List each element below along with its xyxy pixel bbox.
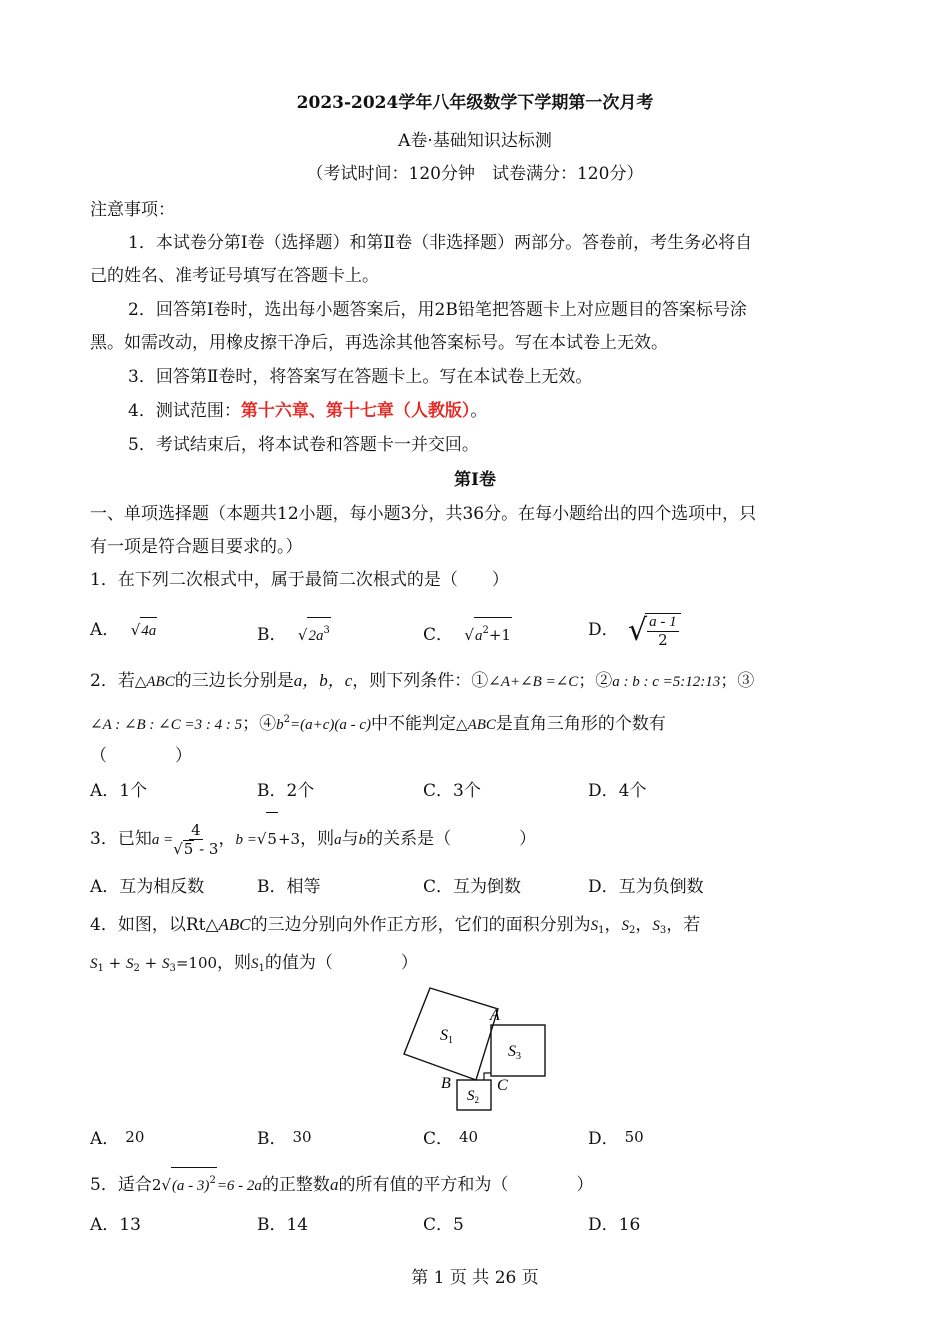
option-label: C． (423, 1129, 454, 1149)
q5-var: a (329, 1175, 339, 1194)
q2-text: 2．若 (90, 671, 135, 691)
q4-s-sub: 3 (659, 925, 667, 936)
q2-condition-2: a : b : c =5:12:13 (612, 674, 721, 690)
q2-condition-3: ∠A : ∠B : ∠C =3 : 4 : 5 (90, 717, 243, 733)
q2-vars: a，b，c (293, 671, 353, 690)
q1-c-exp: 2 (482, 625, 489, 636)
option-label: B． (257, 625, 287, 645)
q2-option-c: C．3个 (423, 781, 481, 801)
q5-option-b: B．14 (257, 1215, 309, 1235)
q2-option-d: D．4个 (588, 781, 647, 801)
note-2-line-1: 2．回答第Ⅰ卷时，选出每小题答案后，用2B铅笔把答题卡上对应题目的答案标号涂 (128, 300, 747, 320)
note-3: 3．回答第Ⅱ卷时，将答案写在答题卡上。写在本试卷上无效。 (128, 367, 593, 387)
note-4 (128, 398, 487, 424)
q2-text: 是直角三角形的个数有 (495, 714, 666, 734)
page-title: 2023-2024学年八年级数学下学期第一次月考 (296, 93, 654, 113)
q5-rhs: =6 - 2a (216, 1178, 262, 1194)
q4-option-a (90, 1124, 144, 1152)
option-label: D． (588, 620, 619, 640)
label-s3: S3 (508, 1043, 521, 1062)
q5-text: 5．适合 (90, 1175, 152, 1195)
q3-b-lhs: b = (235, 832, 257, 848)
q2-option-b: B．2个 (257, 781, 315, 801)
label-s2: $S_2$ (467, 1088, 479, 1105)
exam-info: （考试时间：120分钟 试卷满分：120分） (306, 164, 644, 184)
q4-s: S (590, 918, 599, 934)
q2-text: 中不能判定 (371, 714, 457, 734)
q1-option-d: D． √ $\frac{a - 1}{2}$ (588, 602, 681, 659)
q3-text: 3．已知 (90, 829, 152, 849)
q1-option-a: A． √4a (90, 617, 157, 644)
q4-text: ， (604, 915, 622, 935)
q4-line-1 (90, 912, 700, 944)
q5-option-a: A．13 (90, 1215, 141, 1235)
q5-radicand: (a - 3) (171, 1178, 210, 1194)
q4-a-value: 20 (125, 1128, 145, 1146)
q5-option-d: D．16 (588, 1215, 641, 1235)
q3-text: ， (218, 829, 236, 849)
q5-option-c: C．5 (423, 1215, 464, 1235)
q4-d-value: 50 (624, 1128, 644, 1146)
q1-d-denominator: 2 (658, 630, 668, 649)
q4-s: S (125, 956, 134, 972)
q2-condition-4-rest: =(a+c)(a - c) (290, 717, 372, 733)
q1-b-exp: 3 (323, 625, 330, 636)
square-s1 (404, 988, 498, 1080)
q4-s-sub: 2 (629, 925, 636, 936)
q4-line-2: $S_1 + S_2 + S_3=100$，则$S_1$的值为（ ） (90, 953, 418, 974)
part1-instruction-line-2: 有一项是符合题目要求的。） (90, 537, 303, 557)
section-title: 第Ⅰ卷 (454, 470, 496, 490)
q2-condition-1: ∠A+∠B =∠C (488, 674, 579, 690)
q4-s: S (251, 956, 259, 972)
q3-b-tail: +3 (277, 830, 301, 848)
q5-text: 的正整数 (261, 1175, 330, 1195)
q3-text: ，则 (300, 829, 335, 849)
q2-text: ；② (578, 671, 613, 691)
q4-option-d (588, 1124, 644, 1152)
q2-text: ，则下列条件：① (352, 671, 489, 691)
q5-text: 的所有值的平方和为（ ） (338, 1175, 594, 1195)
q1-a-radicand: 4a (140, 617, 157, 644)
note-1-line-1: 1．本试卷分第Ⅰ卷（选择题）和第Ⅱ卷（非选择题）两部分。答卷前，考生务必将自 (128, 233, 753, 253)
option-label: A． (90, 620, 120, 640)
q3-a-fraction: $\frac{4}{√5 - 3}$ (173, 820, 219, 858)
q4-triangle: ABC (218, 915, 251, 934)
q3-a-lhs: a = (151, 832, 174, 848)
q2-text: 的三边长分别是 (174, 671, 294, 691)
note-2-line-2: 黑。如需改动，用橡皮擦干净后，再选涂其他答案标号。写在本试卷上无效。 (90, 333, 668, 353)
q4-text: ， (635, 915, 653, 935)
q4-s: S (621, 918, 630, 934)
q1-option-c: C． $√a^2+1$ (423, 617, 512, 649)
label-a: A (490, 1007, 500, 1024)
q4-s-sub: 1 (97, 963, 104, 974)
q3-option-b: B．相等 (257, 877, 321, 897)
q3-var-a: a (334, 832, 342, 848)
q4-text: ，若 (666, 915, 701, 935)
q4-s: S (652, 918, 660, 934)
option-label: B． (257, 1129, 287, 1149)
q2-condition-4-exp: 2 (283, 714, 290, 725)
q2-text: ；③ (720, 671, 755, 691)
q3-a-den-radicand: 5 (183, 839, 194, 858)
q3-a-numerator: 4 (191, 820, 201, 839)
q4-option-c (423, 1124, 478, 1152)
q4-text: 的三边分别向外作正方形，它们的面积分别为 (250, 915, 591, 935)
label-c: C (497, 1077, 508, 1094)
q3-option-a: A．互为相反数 (90, 877, 205, 897)
q3-text: 的关系是（ ） (366, 829, 537, 849)
q2-triangle: △ABC (134, 674, 175, 690)
q4-c-value: 40 (459, 1128, 479, 1146)
q1-option-b: B． $√2a^3$ (257, 617, 331, 649)
q1-d-numerator: a - 1 (649, 613, 677, 630)
label-b: B (441, 1075, 451, 1092)
q3-stem: 3．已知a = $\frac{4}{√5 - 3}$ ，b =√5+3，则a与b的关系是（ ） (90, 812, 536, 866)
q2-line-2 (90, 707, 666, 738)
q2-line-1 (90, 668, 754, 695)
q2-text: ；④ (242, 714, 277, 734)
q4-option-b (257, 1124, 312, 1152)
q5-stem: 5．适合2√(a - 3)$^2$=6 - 2a的正整数a的所有值的平方和为（ ） (90, 1167, 593, 1199)
q3-text: 与 (341, 829, 359, 849)
q4-s-sub: 1 (598, 925, 605, 936)
q1-stem: 1．在下列二次根式中，属于最简二次根式的是（ ） (90, 570, 509, 590)
q5-coef: 2 (151, 1176, 162, 1194)
q3-b-radicand: 5 (266, 812, 278, 865)
right-angle-mark (484, 1073, 491, 1080)
q4-s-sub: 2 (133, 963, 140, 974)
q4-b-value: 30 (292, 1128, 312, 1146)
page-subtitle: A卷·基础知识达标测 (398, 131, 552, 151)
q4-s-sub: 1 (258, 963, 265, 974)
part1-instruction-line-1: 一、单项选择题（本题共12小题，每小题3分，共36分。在每小题给出的四个选项中，只 (90, 504, 757, 524)
q4-s: S (161, 956, 170, 972)
q2-option-a: A．1个 (90, 781, 148, 801)
option-label: D． (588, 1129, 619, 1149)
q4-text: 的值为（ ） (264, 953, 418, 973)
q5-exp: 2 (209, 1175, 216, 1186)
q1-c-base: a (474, 628, 483, 644)
note-4-prefix: 4．测试范围： (128, 401, 241, 421)
note-4-range: 第十六章、第十七章（人教版） (240, 401, 471, 421)
note-5: 5．考试结束后，将本试卷和答题卡一并交回。 (128, 435, 479, 455)
q4-eq-tail: =100 (175, 954, 218, 972)
q4-figure (395, 984, 555, 1114)
q4-text: 4．如图，以Rt△ (90, 915, 219, 935)
q4-s: S (90, 956, 98, 972)
q1-b-base: 2a (308, 628, 324, 644)
q4-text: ，则 (217, 953, 252, 973)
q3-var-b: b (358, 832, 367, 848)
q2-answer-paren: （ ） (90, 746, 192, 766)
note-4-suffix: 。 (470, 401, 488, 421)
q3-option-d: D．互为负倒数 (588, 877, 704, 897)
q1-c-tail: +1 (488, 626, 511, 644)
q4-s-sub: 3 (169, 963, 176, 974)
q2-triangle: △ABC (456, 717, 496, 733)
option-label: C． (423, 625, 454, 645)
q3-option-c: C．互为倒数 (423, 877, 522, 897)
q3-a-den-tail: - 3 (194, 839, 219, 858)
option-label: A． (90, 1129, 120, 1149)
page-footer: 第 1 页 共 26 页 (411, 1268, 539, 1288)
note-1-line-2: 己的姓名、准考证号填写在答题卡上。 (90, 266, 379, 286)
notes-heading: 注意事项： (90, 200, 175, 220)
q2-condition-4-b: b (276, 717, 284, 733)
label-s1: S1 (440, 1027, 453, 1046)
